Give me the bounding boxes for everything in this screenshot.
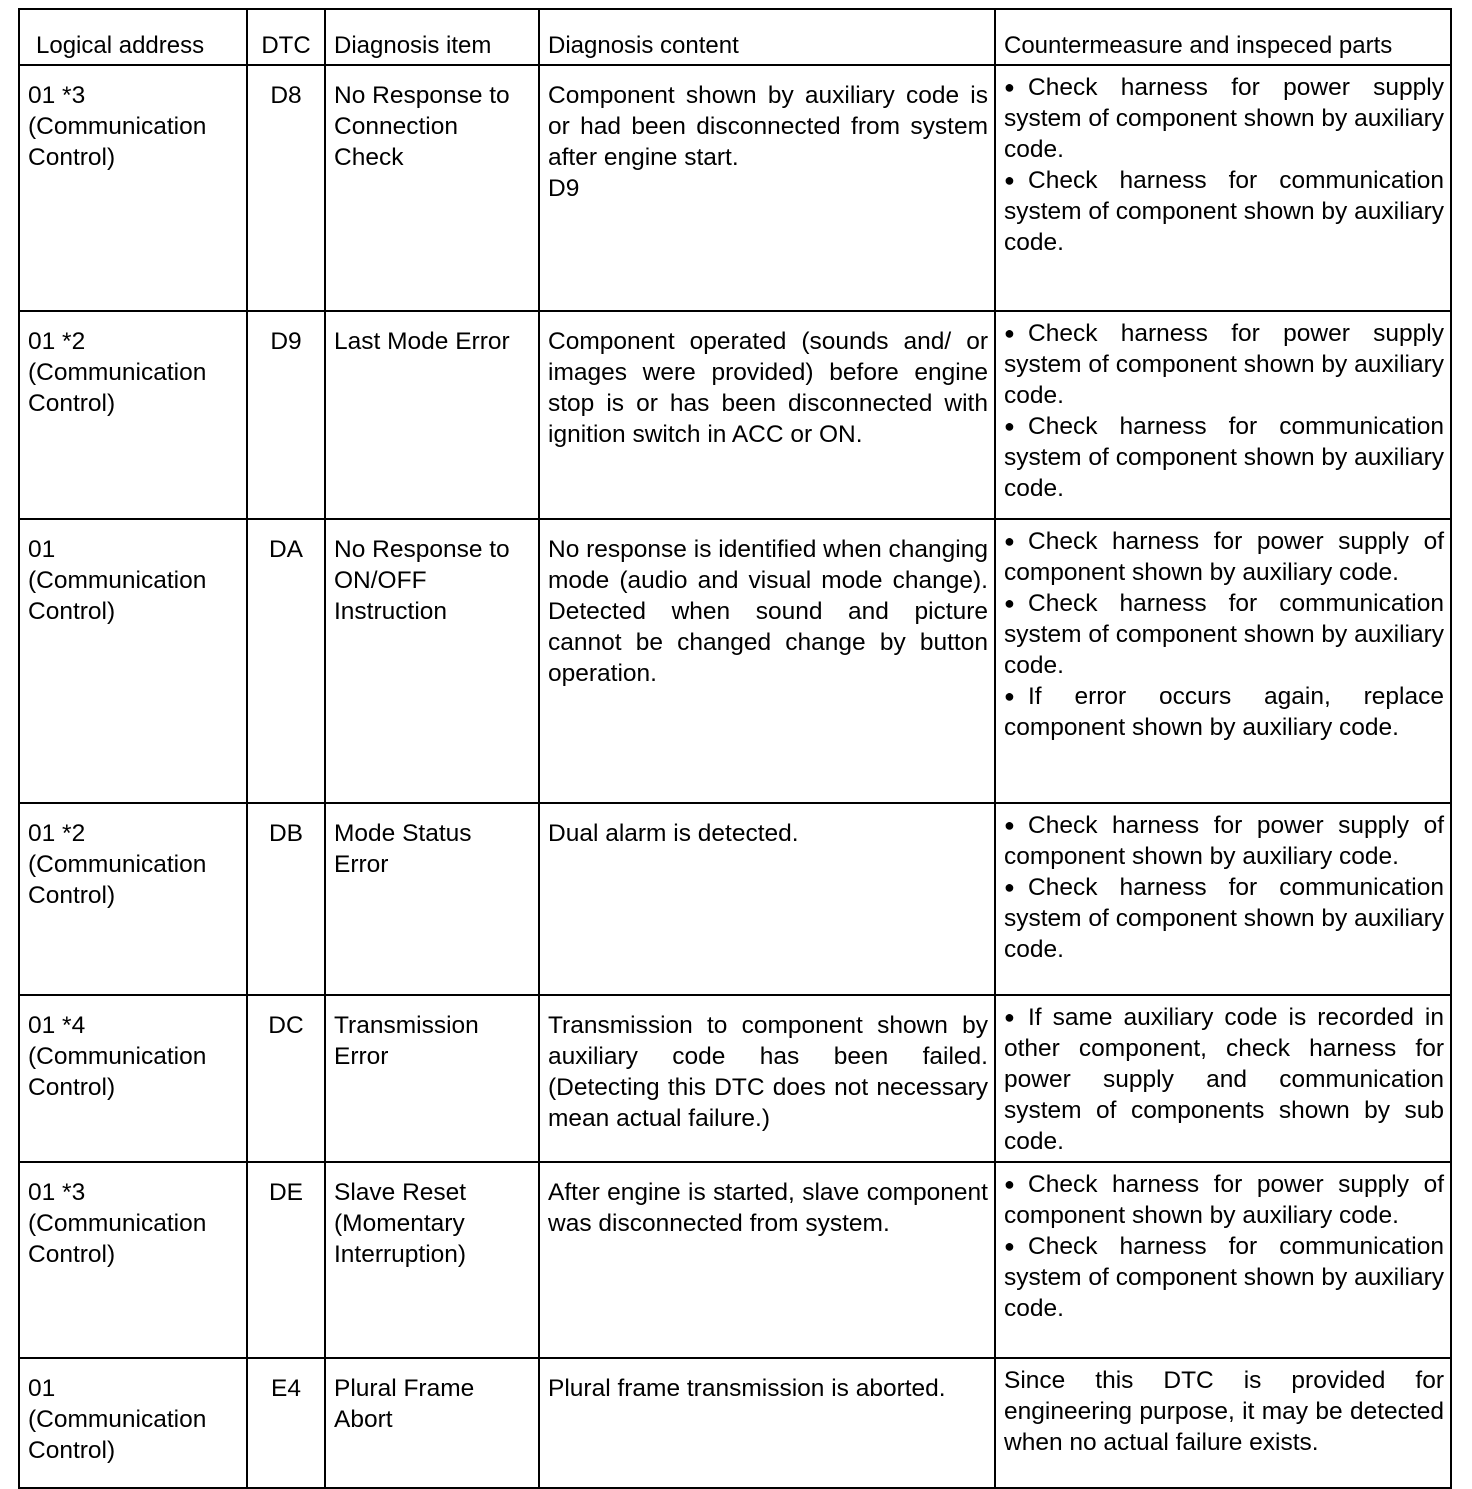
bullet-icon: ● xyxy=(1004,686,1015,706)
diagnosis-content-extra: D9 xyxy=(548,175,580,202)
logical-address-cell xyxy=(19,311,247,519)
countermeasure-cell xyxy=(995,1162,1451,1358)
address-code: 01 xyxy=(28,536,56,563)
diagnosis-item: Mode Status Error xyxy=(325,803,539,995)
logical-address-cell xyxy=(19,995,247,1162)
countermeasure-cell xyxy=(995,519,1451,803)
countermeasure-item: ● Check harness for communication system of component shown by auxiliary code. xyxy=(1004,1233,1444,1322)
address-control: (Communication Control) xyxy=(28,1043,207,1101)
address-control: (Communication Control) xyxy=(28,359,207,417)
address-control: (Communication Control) xyxy=(28,851,207,909)
countermeasure-item: ● Check harness for power supply of component shown by auxiliary code. xyxy=(1004,528,1444,586)
address-code: 01 *2 xyxy=(28,328,86,355)
address-code: 01 xyxy=(28,1375,56,1402)
countermeasure-item: ● If same auxiliary code is recorded in other component, check harness for power supply and communication system of components shown by sub code. xyxy=(1004,1004,1444,1155)
countermeasure-item: ● Check harness for power supply of component shown by auxiliary code. xyxy=(1004,1171,1444,1229)
diagnosis-content: Transmission to component shown by auxiliary code has been failed. (Detecting this DTC does not necessary mean actual failure.) xyxy=(539,995,995,1162)
diagnosis-content: No response is identified when changing mode (audio and visual mode change). Detected when sound and picture cannot be changed change by button operation. xyxy=(539,519,995,803)
logical-address-cell xyxy=(19,519,247,803)
header-countermeasure: Countermeasure and inspeced parts xyxy=(995,9,1451,65)
diagnosis-item: Last Mode Error xyxy=(325,311,539,519)
countermeasure-cell xyxy=(995,65,1451,311)
dtc-code: E4 xyxy=(247,1358,325,1488)
bullet-icon: ● xyxy=(1004,77,1015,97)
diagnosis-content: Dual alarm is detected. xyxy=(539,803,995,995)
dtc-code: DC xyxy=(247,995,325,1162)
countermeasure-item: ● Check harness for communication system of component shown by auxiliary code. xyxy=(1004,874,1444,963)
bullet-icon: ● xyxy=(1004,323,1015,343)
table-row xyxy=(19,1162,1451,1358)
dtc-code: DB xyxy=(247,803,325,995)
diagnosis-content: Component shown by auxiliary code is or had been disconnected from system after engine start. xyxy=(548,82,988,171)
dtc-code: D9 xyxy=(247,311,325,519)
countermeasure-cell xyxy=(995,995,1451,1162)
header-dtc: DTC xyxy=(247,9,325,65)
address-control: (Communication Control) xyxy=(28,113,207,171)
address-control: (Communication Control) xyxy=(28,1210,207,1268)
diagnosis-item: No Response to Connection Check xyxy=(325,65,539,311)
dtc-table xyxy=(18,8,1452,1489)
header-diagnosis-item: Diagnosis item xyxy=(325,9,539,65)
header-row xyxy=(19,9,1451,65)
countermeasure-item: ● Check harness for power supply system of component shown by auxiliary code. xyxy=(1004,320,1444,409)
diagnosis-item: Plural Frame Abort xyxy=(325,1358,539,1488)
bullet-icon: ● xyxy=(1004,531,1015,551)
table-row xyxy=(19,311,1451,519)
bullet-icon: ● xyxy=(1004,877,1015,897)
dtc-code: D8 xyxy=(247,65,325,311)
diagnosis-content: Plural frame transmission is aborted. xyxy=(539,1358,995,1488)
table-row xyxy=(19,803,1451,995)
address-code: 01 *4 xyxy=(28,1012,86,1039)
table-row xyxy=(19,995,1451,1162)
bullet-icon: ● xyxy=(1004,416,1015,436)
logical-address-cell xyxy=(19,1162,247,1358)
logical-address-cell xyxy=(19,65,247,311)
bullet-icon: ● xyxy=(1004,1007,1015,1027)
countermeasure-item: ● Check harness for power supply of component shown by auxiliary code. xyxy=(1004,812,1444,870)
countermeasure-cell xyxy=(995,803,1451,995)
address-control: (Communication Control) xyxy=(28,1406,207,1464)
address-code: 01 *3 xyxy=(28,1179,86,1206)
diagnosis-item: No Response to ON/OFF Instruction xyxy=(325,519,539,803)
table-row xyxy=(19,65,1451,311)
header-diagnosis-content: Diagnosis content xyxy=(539,9,995,65)
countermeasure-text: Since this DTC is provided for engineering purpose, it may be detected when no actual failure exists. xyxy=(995,1358,1451,1488)
dtc-code: DA xyxy=(247,519,325,803)
address-code: 01 *3 xyxy=(28,82,86,109)
table-row xyxy=(19,519,1451,803)
logical-address-cell xyxy=(19,803,247,995)
countermeasure-item: ● Check harness for communication system of component shown by auxiliary code. xyxy=(1004,590,1444,679)
bullet-icon: ● xyxy=(1004,815,1015,835)
countermeasure-item: ● Check harness for communication system of component shown by auxiliary code. xyxy=(1004,413,1444,502)
bullet-icon: ● xyxy=(1004,170,1015,190)
countermeasure-item: ● Check harness for communication system of component shown by auxiliary code. xyxy=(1004,167,1444,256)
countermeasure-item: ● If error occurs again, replace component shown by auxiliary code. xyxy=(1004,683,1444,741)
dtc-code: DE xyxy=(247,1162,325,1358)
bullet-icon: ● xyxy=(1004,1174,1015,1194)
header-logical-address: Logical address xyxy=(19,9,247,65)
countermeasure-cell xyxy=(995,311,1451,519)
diagnosis-item: Transmission Error xyxy=(325,995,539,1162)
logical-address-cell xyxy=(19,1358,247,1488)
diagnosis-item: Slave Reset (Momentary Interruption) xyxy=(325,1162,539,1358)
bullet-icon: ● xyxy=(1004,593,1015,613)
diagnosis-content-cell xyxy=(539,65,995,311)
address-code: 01 *2 xyxy=(28,820,86,847)
countermeasure-item: ● Check harness for power supply system of component shown by auxiliary code. xyxy=(1004,74,1444,163)
address-control: (Communication Control) xyxy=(28,567,207,625)
diagnosis-content: Component operated (sounds and/ or images were provided) before engine stop is or has been disconnected with ignition switch in ACC or ON. xyxy=(539,311,995,519)
bullet-icon: ● xyxy=(1004,1236,1015,1256)
diagnosis-content: After engine is started, slave component was disconnected from system. xyxy=(539,1162,995,1358)
table-row xyxy=(19,1358,1451,1488)
